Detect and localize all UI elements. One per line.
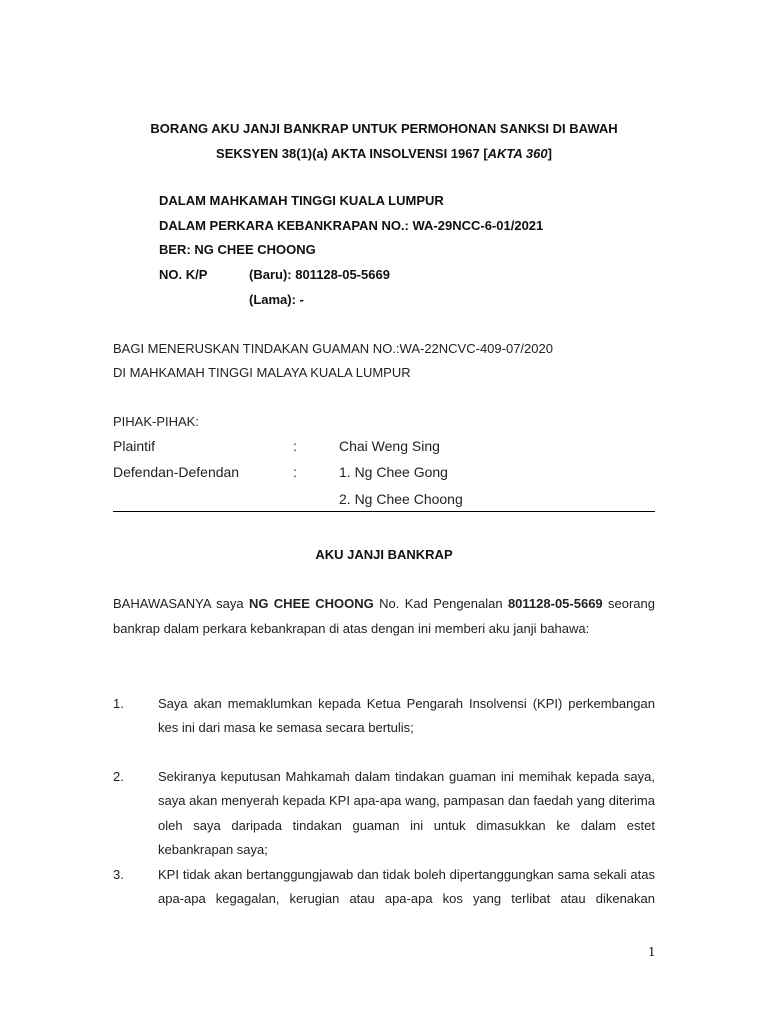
- kp-new-number: (Baru): 801128-05-5669: [249, 267, 390, 282]
- title-act-italic: AKTA 360: [487, 146, 548, 161]
- plaintiff-label: Plaintif: [113, 438, 156, 454]
- intro-bankrupt-name: NG CHEE CHOONG: [248, 596, 374, 611]
- section-heading: AKU JANJI BANKRAP: [315, 547, 453, 562]
- parties-heading: PIHAK-PIHAK:: [113, 414, 199, 429]
- suit-court: DI MAHKAMAH TINGGI MALAYA KUALA LUMPUR: [113, 365, 411, 380]
- intro-text-1: BAHAWASANYA saya: [113, 596, 249, 611]
- court-name: DALAM MAHKAMAH TINGGI KUALA LUMPUR: [159, 193, 444, 208]
- document-title-line-1: BORANG AKU JANJI BANKRAP UNTUK PERMOHONAN SANKSI DI BAWAH: [150, 121, 618, 136]
- page-number: 1: [648, 945, 656, 959]
- defendant-2: 2. Ng Chee Choong: [339, 491, 463, 507]
- document-title-line-2: [0, 146, 768, 161]
- bankrupt-name: BER: NG CHEE CHOONG: [159, 242, 316, 257]
- title-suffix: ]: [547, 146, 552, 161]
- item-2-text: Sekiranya keputusan Mahkamah dalam tindakan guaman ini memihak kepada saya, saya akan menyerah kepada KPI apa-apa wang, pampasan dan faedah yang diterima oleh saya daripada tindakan guaman ini untuk dimasukkan ke dalam estet kebankrapan saya;: [158, 769, 655, 857]
- intro-ic-number: 801128-05-5669: [507, 596, 603, 611]
- item-1-text: Saya akan memaklumkan kepada Ketua Pengarah Insolvensi (KPI) perkembangan kes ini dari masa ke semasa secara bertulis;: [158, 696, 655, 736]
- intro-text-3: seorang bankrap dalam perkara kebankrapan di atas dengan ini memberi aku janji bahawa:: [113, 596, 655, 636]
- title-prefix: SEKSYEN 38(1)(a) AKTA INSOLVENSI 1967 [: [216, 146, 488, 161]
- item-1-number: 1.: [113, 696, 124, 711]
- kp-label: NO. K/P: [159, 267, 208, 282]
- kp-old-number: (Lama): -: [249, 292, 304, 307]
- intro-paragraph: [113, 592, 655, 641]
- intro-text-2: No. Kad Pengenalan: [373, 596, 508, 611]
- item-2-number: 2.: [113, 769, 124, 784]
- horizontal-divider: [113, 511, 655, 512]
- bankruptcy-case-number: DALAM PERKARA KEBANKRAPAN NO.: WA-29NCC-6-01/2021: [159, 218, 544, 233]
- plaintiff-separator: :: [293, 438, 297, 454]
- defendants-separator: :: [293, 464, 297, 480]
- item-3-text: KPI tidak akan bertanggungjawab dan tidak boleh dipertanggungkan sama sekali atas apa-apa kegagalan, kerugian atau apa-apa kos yang terlibat atau dikenakan: [158, 867, 655, 907]
- defendants-label: Defendan-Defendan: [113, 464, 240, 480]
- defendant-1: 1. Ng Chee Gong: [339, 464, 448, 480]
- item-3-number: 3.: [113, 867, 124, 882]
- plaintiff-name: Chai Weng Sing: [339, 438, 440, 454]
- suit-number: BAGI MENERUSKAN TINDAKAN GUAMAN NO.:WA-22NCVC-409-07/2020: [113, 341, 553, 356]
